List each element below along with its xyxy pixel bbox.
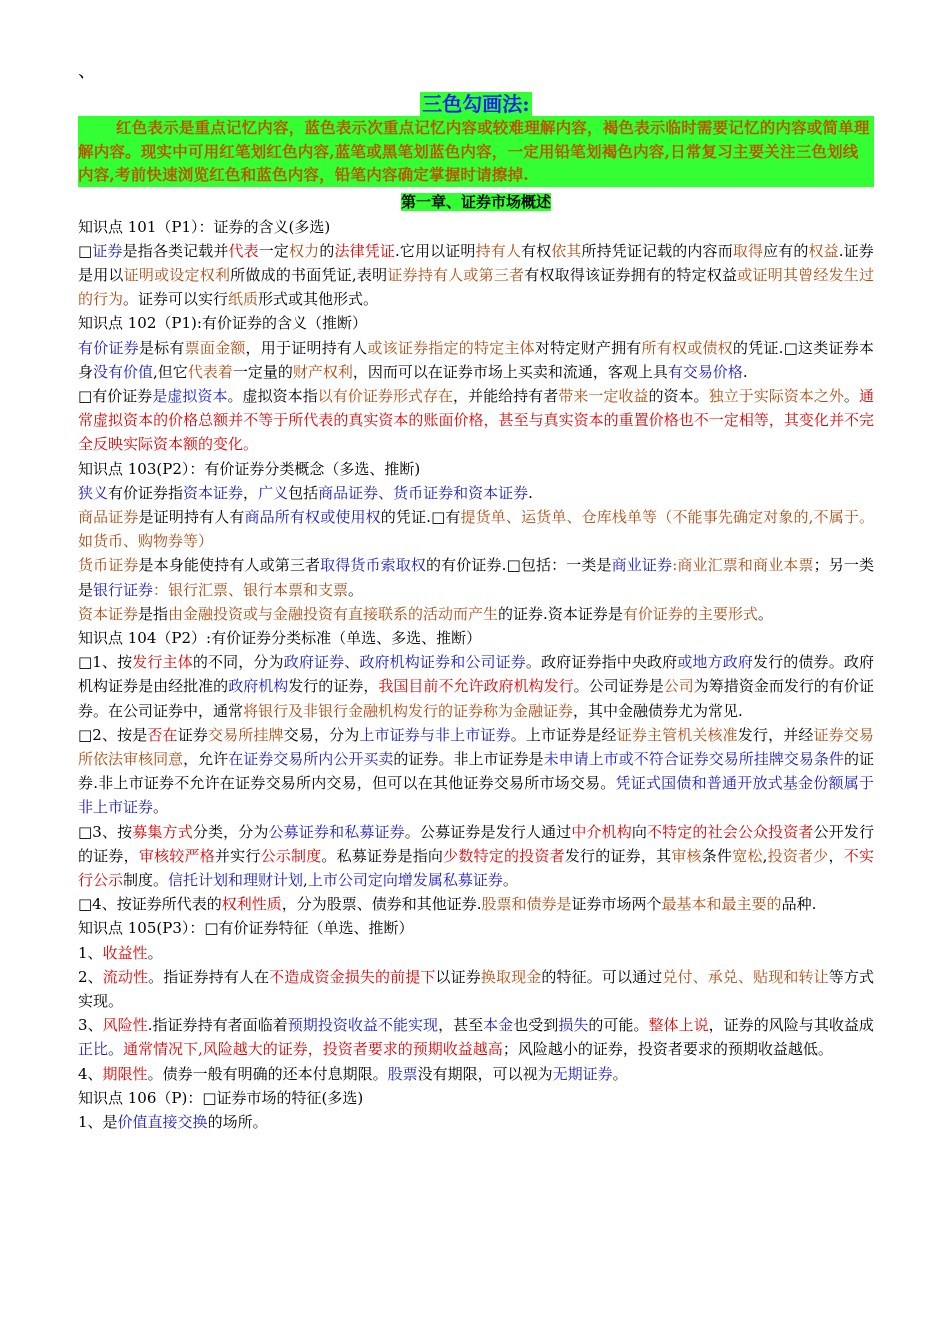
text-run: 发行的证券，其 — [564, 846, 672, 865]
text-run: 或该证券指定的特定主体 — [367, 338, 535, 357]
text-run: 代表 — [228, 241, 259, 260]
text-run: 发行的证券， — [288, 677, 379, 696]
text-run: 股票 — [387, 1064, 418, 1083]
paragraph — [78, 626, 874, 650]
text-run: 分类，分为 — [192, 822, 269, 841]
text-run: 品种. — [781, 895, 817, 914]
text-run: 有交易价格 — [667, 362, 743, 381]
text-run: 公示制度 — [260, 846, 322, 865]
text-run: 。 — [108, 1040, 124, 1059]
text-run: 由金融投资或与金融投资有直接联系的活动而产生 — [168, 604, 499, 623]
paragraph — [78, 457, 874, 481]
text-run: 对特定财产拥有 — [534, 338, 642, 357]
text-run: 证明或设定权利 — [123, 265, 231, 284]
text-run: 证券 — [177, 725, 208, 744]
text-run: 。 — [147, 943, 163, 962]
text-run: 所做成的书面凭证,表明 — [230, 265, 388, 284]
text-run: 所持凭证记载的内容而 — [581, 241, 733, 260]
text-run: 收益性 — [102, 943, 148, 962]
text-run: 否在 — [147, 725, 178, 744]
body-text — [78, 215, 874, 1135]
text-run: 或证明其曾经发生过的行为 — [78, 265, 874, 309]
text-run: ；风险越小的证券，投资者要求的预期收益越低。 — [502, 1040, 833, 1059]
text-run: 形式或其他形式。 — [258, 290, 379, 309]
text-run: 纸质 — [228, 290, 259, 309]
text-run: 。公司证券是 — [573, 677, 664, 696]
text-run: 知识点 105(P3）：□有价证券特征（单选、推断） — [78, 919, 414, 938]
text-run: 公开发行的证券， — [78, 822, 874, 865]
text-run: 资本证券 — [183, 483, 244, 502]
text-run: 。指证券持有人在 — [148, 967, 270, 986]
text-run: 一定 — [258, 241, 290, 260]
paragraph — [78, 941, 874, 965]
text-run: 是标有 — [138, 338, 185, 357]
text-run: 有权 — [520, 241, 552, 260]
text-run: 是虚拟资本 — [152, 386, 228, 405]
text-run: 期限性 — [102, 1064, 148, 1083]
paragraph — [78, 215, 874, 239]
text-run: 商品所有权或使用权 — [244, 507, 381, 526]
page-title-text: 三色勾画法: — [422, 92, 530, 116]
text-run: 的 — [319, 241, 335, 260]
text-run: 本金 — [483, 1016, 514, 1035]
text-run: 。债券一般有明确的还本付息期限。 — [147, 1064, 388, 1083]
text-run: 没有期限，可以视为 — [417, 1064, 553, 1083]
text-run: 将银行及非银行金融机构发行的证券称为金融证券 — [243, 701, 574, 720]
paragraph — [78, 602, 874, 626]
text-run: 政府证券、政府机构证券和公司证券 — [283, 653, 526, 672]
text-run: 有价证券的主要形式 — [622, 604, 758, 623]
text-run: 向 — [631, 822, 648, 841]
text-run: 知识点 104（P2）:有价证券分类标准（单选、多选、推断） — [78, 628, 482, 647]
text-run: 代表着 — [187, 362, 233, 381]
text-run: , — [762, 846, 768, 865]
text-run: 是指各类记载并 — [122, 241, 229, 260]
text-run: 的证券.非上市证券不允许在证券交易所内交易，但可以在其他证券交易所市场交易。 — [78, 749, 874, 793]
text-run: 权益 — [808, 241, 839, 260]
text-run: 有价证券 — [78, 338, 139, 357]
text-run: 。 — [843, 386, 859, 405]
text-run: 审核较严格 — [138, 846, 215, 865]
document-page — [78, 62, 874, 1134]
text-run: 有权取得该证券拥有的特定权益 — [524, 265, 738, 284]
text-run: 财产权利 — [292, 362, 353, 381]
text-run: □2、按是 — [78, 725, 148, 744]
text-run: 发行主体 — [132, 653, 193, 672]
text-run: 风险性 — [102, 1016, 148, 1035]
text-run: 一定量的 — [232, 362, 293, 381]
stray-mark: 、 — [78, 61, 96, 82]
text-run: □3、按 — [78, 822, 133, 841]
text-run: 。公募证券是发行人通过 — [404, 822, 572, 841]
text-run: 证券主管机关核准 — [616, 725, 738, 744]
text-run: ，因而可以在证券市场上买卖和流通，客观上具 — [352, 362, 668, 381]
text-run: ，分为股票、债券和其他证券. — [281, 895, 482, 914]
text-run: 知识点 103(P2）：有价证券分类概念（多选、推断) — [78, 459, 421, 478]
text-run: 是本身能使持有人或第三者 — [138, 556, 321, 575]
text-run: :商业汇票和商业本票 — [672, 556, 814, 575]
text-run: 。 — [612, 1064, 628, 1083]
text-run: 狭义 — [78, 483, 109, 502]
text-run: 少数特定的投资者 — [443, 846, 565, 865]
text-run: 的可能。 — [588, 1016, 649, 1035]
text-run: 股票和债券是 — [481, 895, 572, 914]
text-run: 价值直接交换 — [117, 1113, 208, 1132]
text-run: 兑付、承兑、贴现和转让 — [662, 967, 829, 986]
text-run: 制度。 — [123, 870, 169, 889]
text-run: 的证券.资本证券是 — [498, 604, 623, 623]
text-run: 的特征。可以通过 — [541, 967, 663, 986]
text-run: .证券是用以 — [78, 241, 874, 284]
text-run: ；另一类是 — [78, 556, 874, 599]
text-run: 商业证券 — [611, 556, 673, 575]
text-run: 应有的 — [763, 241, 809, 260]
text-run: 并实行 — [214, 846, 261, 865]
text-run: 依其 — [551, 241, 582, 260]
text-run: 广义 — [258, 483, 289, 502]
text-run: 未申请上市或不符合证券交易所挂牌交易条件 — [543, 749, 844, 768]
text-run: 中介机构 — [571, 822, 632, 841]
text-run: 货币证券 — [78, 556, 139, 575]
paragraph — [78, 384, 874, 457]
text-run: .指证券持有者面临着 — [147, 1016, 288, 1035]
page-title — [78, 88, 874, 116]
text-run: ， — [243, 483, 259, 502]
text-run: 募集方式 — [132, 822, 193, 841]
text-run: 以有价证券形式存在 — [317, 386, 454, 405]
text-run: 条件 — [701, 846, 733, 865]
text-run: 通常虚拟资本的价格总额并不等于所代表的真实资本的账面价格，甚至与真实资本的重置价格也不一定相等，其变化并不完全反映实际资本额的变化。 — [78, 386, 874, 454]
paragraph — [78, 1013, 874, 1061]
text-run: 没有价值 — [93, 362, 154, 381]
paragraph — [78, 505, 874, 553]
text-run: 。 — [153, 798, 169, 817]
text-run: , — [303, 870, 308, 889]
paragraph — [78, 820, 874, 893]
text-run: 知识点 106（P)：□证券市场的特征(多选) — [78, 1088, 364, 1107]
text-run: 通常情况下,风险越大的证券，投资者要求的预期收益越高 — [123, 1040, 503, 1059]
text-run: 证券持有人或第三者 — [387, 265, 525, 284]
paragraph — [78, 1086, 874, 1110]
text-run: 。 — [502, 870, 518, 889]
text-run: 宽松 — [732, 846, 763, 865]
text-run: 上市公司定向增发属私募证券 — [307, 870, 503, 889]
text-run: 权利性质 — [221, 895, 282, 914]
text-run: 银行证券 — [93, 580, 154, 599]
paragraph — [78, 481, 874, 505]
text-run: 是证明持有人有 — [138, 507, 245, 526]
text-run: .它用以证明 — [394, 241, 476, 260]
text-run: 或地方政府 — [677, 653, 753, 672]
text-run: 发行的债券。政府机构证券是由经批准的 — [78, 653, 874, 696]
text-run: 预期投资收益不能实现 — [287, 1016, 439, 1035]
paragraph — [78, 650, 874, 723]
text-run: □1、按 — [78, 653, 133, 672]
text-run: 票面金额 — [184, 338, 246, 357]
text-run: 信托计划和理财计划 — [168, 870, 304, 889]
text-run: 投资者少 — [767, 846, 829, 865]
text-run: 公司 — [663, 677, 694, 696]
paragraph — [78, 1062, 874, 1086]
paragraph — [78, 311, 874, 335]
text-run: 的不同，分为 — [192, 653, 284, 672]
text-run: 证券 — [92, 241, 123, 260]
text-run: 商品证券、货币证券和资本证券 — [318, 483, 529, 502]
text-run: 持有人 — [475, 241, 521, 260]
text-run: 知识点 101（P1）：证券的含义(多选) — [78, 217, 331, 236]
text-run: 商品证券 — [78, 507, 139, 526]
text-run: ， — [828, 846, 844, 865]
text-run: ，用于证明持有人 — [245, 338, 368, 357]
text-run: 证券市场两个 — [571, 895, 662, 914]
text-run: ，并能给持有者 — [453, 386, 559, 405]
text-run: 上市证券与非上市证券 — [359, 725, 511, 744]
text-run: 包括 — [288, 483, 319, 502]
text-run: 法律凭证 — [334, 241, 395, 260]
paragraph — [78, 1110, 874, 1134]
text-run: 凭证式国债和普通开放式基金份额属于非上市证券 — [78, 774, 874, 817]
text-run: ，其中金融债券尤为常见. — [573, 701, 743, 720]
text-run: 。私募证券是指向 — [321, 846, 444, 865]
text-run: ，证券的风险与其收益成 — [708, 1016, 874, 1035]
text-run: ,但它 — [153, 362, 188, 381]
text-run: 所有权或债权 — [641, 338, 733, 357]
text-run: 正比 — [78, 1040, 109, 1059]
text-run: 等方式实现。 — [78, 967, 874, 1010]
text-run: 。政府证券指中央政府 — [525, 653, 678, 672]
text-run: . — [528, 483, 533, 502]
paragraph — [78, 965, 874, 1013]
intro-paragraph: 红色表示是重点记忆内容，蓝色表示次重点记忆内容或较难理解内容，褐色表示临时需要记忆的内容或简单理解内容。现实中可用红笔划红色内容,蓝笔或黑笔划蓝色内容，一定用铅笔划褐色内容,日常复习主要关注三色划线内容,考前快速浏览红色和蓝色内容，铅笔内容确定掌握时请擦掉. — [78, 116, 874, 187]
text-run: 。上市证券是经 — [510, 725, 617, 744]
text-run: 的有价证券.□包括：一类是 — [426, 556, 612, 575]
text-run: 的资本。 — [648, 386, 709, 405]
text-run: 权力 — [289, 241, 320, 260]
text-run: 公募证券和私募证券 — [268, 822, 405, 841]
text-run: . — [742, 362, 748, 381]
text-run: 不特定的社会公众投资者 — [647, 822, 814, 841]
text-run: 。证券可以实行 — [123, 290, 229, 309]
text-run: 资本证券 — [78, 604, 139, 623]
text-run: 的凭证.□这类证券本身 — [78, 338, 874, 381]
text-run: 以证券 — [435, 967, 481, 986]
paragraph — [78, 723, 874, 820]
paragraph — [78, 892, 874, 916]
paragraph — [78, 239, 874, 312]
text-run: ，甚至 — [438, 1016, 484, 1035]
chapter-heading — [78, 191, 874, 213]
text-run: □4、按证券所代表的 — [78, 895, 222, 914]
text-run: □有价证券 — [78, 386, 153, 405]
text-run: 的场所。 — [207, 1113, 268, 1132]
text-run: 政府机构 — [228, 677, 289, 696]
text-run: 最基本和最主要的 — [661, 895, 782, 914]
text-run: 换取现金 — [480, 967, 542, 986]
text-run: 。 — [757, 604, 773, 623]
text-run: 审核 — [671, 846, 702, 865]
text-run: 交易所挂牌 — [207, 725, 284, 744]
text-run: 我国目前不允许政府机构发行 — [378, 677, 574, 696]
text-run: 4、 — [78, 1064, 103, 1083]
text-run: 为筹措资金而发行的有价证券。在公司证券中，通常 — [78, 677, 874, 720]
text-run: 不实行公示 — [78, 846, 874, 889]
text-run: 有价证券指 — [108, 483, 184, 502]
text-run: 无期证券 — [552, 1064, 613, 1083]
text-run: 在证券交易所内公开买卖 — [228, 749, 394, 768]
text-run: 不造成资金损失的前提下 — [269, 967, 436, 986]
text-run: 流动性 — [102, 967, 149, 986]
text-run: 。 — [348, 580, 364, 599]
text-run: 带来一定收益 — [558, 386, 649, 405]
paragraph — [78, 553, 874, 601]
text-run: 也受到 — [513, 1016, 559, 1035]
text-run: 取得 — [732, 241, 764, 260]
text-run: 的凭证.□有 — [380, 507, 461, 526]
text-run: 取得货币索取权 — [320, 556, 427, 575]
text-run: 。虚拟资本指 — [227, 386, 318, 405]
text-run: 独立于实际资本之外 — [708, 386, 844, 405]
paragraph — [78, 916, 874, 940]
text-run: ，允许 — [183, 749, 229, 768]
text-run: 整体上说 — [648, 1016, 709, 1035]
text-run: 交易，分为 — [283, 725, 360, 744]
text-run: 损失 — [558, 1016, 589, 1035]
text-run: 知识点 102（P1):有价证券的含义（推断） — [78, 314, 367, 333]
text-run: 是指 — [138, 604, 169, 623]
text-run: ：银行汇票、银行本票和支票 — [153, 580, 349, 599]
text-run: 证券交易所依法审核同意 — [78, 725, 874, 768]
text-run: □ — [78, 241, 93, 260]
text-run: 发行，并经 — [737, 725, 814, 744]
text-run: 提货单、运货单、仓库栈单等（不能事先确定对象的,不属于。如货币、购物券等） — [78, 507, 874, 551]
text-run: 2、 — [78, 967, 103, 986]
text-run: 3、 — [78, 1016, 103, 1035]
text-run: 的证券。非上市证券是 — [393, 749, 544, 768]
text-run: 1、是 — [78, 1113, 118, 1132]
paragraph — [78, 336, 874, 384]
chapter-heading-text: 第一章、证券市场概述 — [400, 192, 551, 211]
text-run: 1、 — [78, 943, 103, 962]
